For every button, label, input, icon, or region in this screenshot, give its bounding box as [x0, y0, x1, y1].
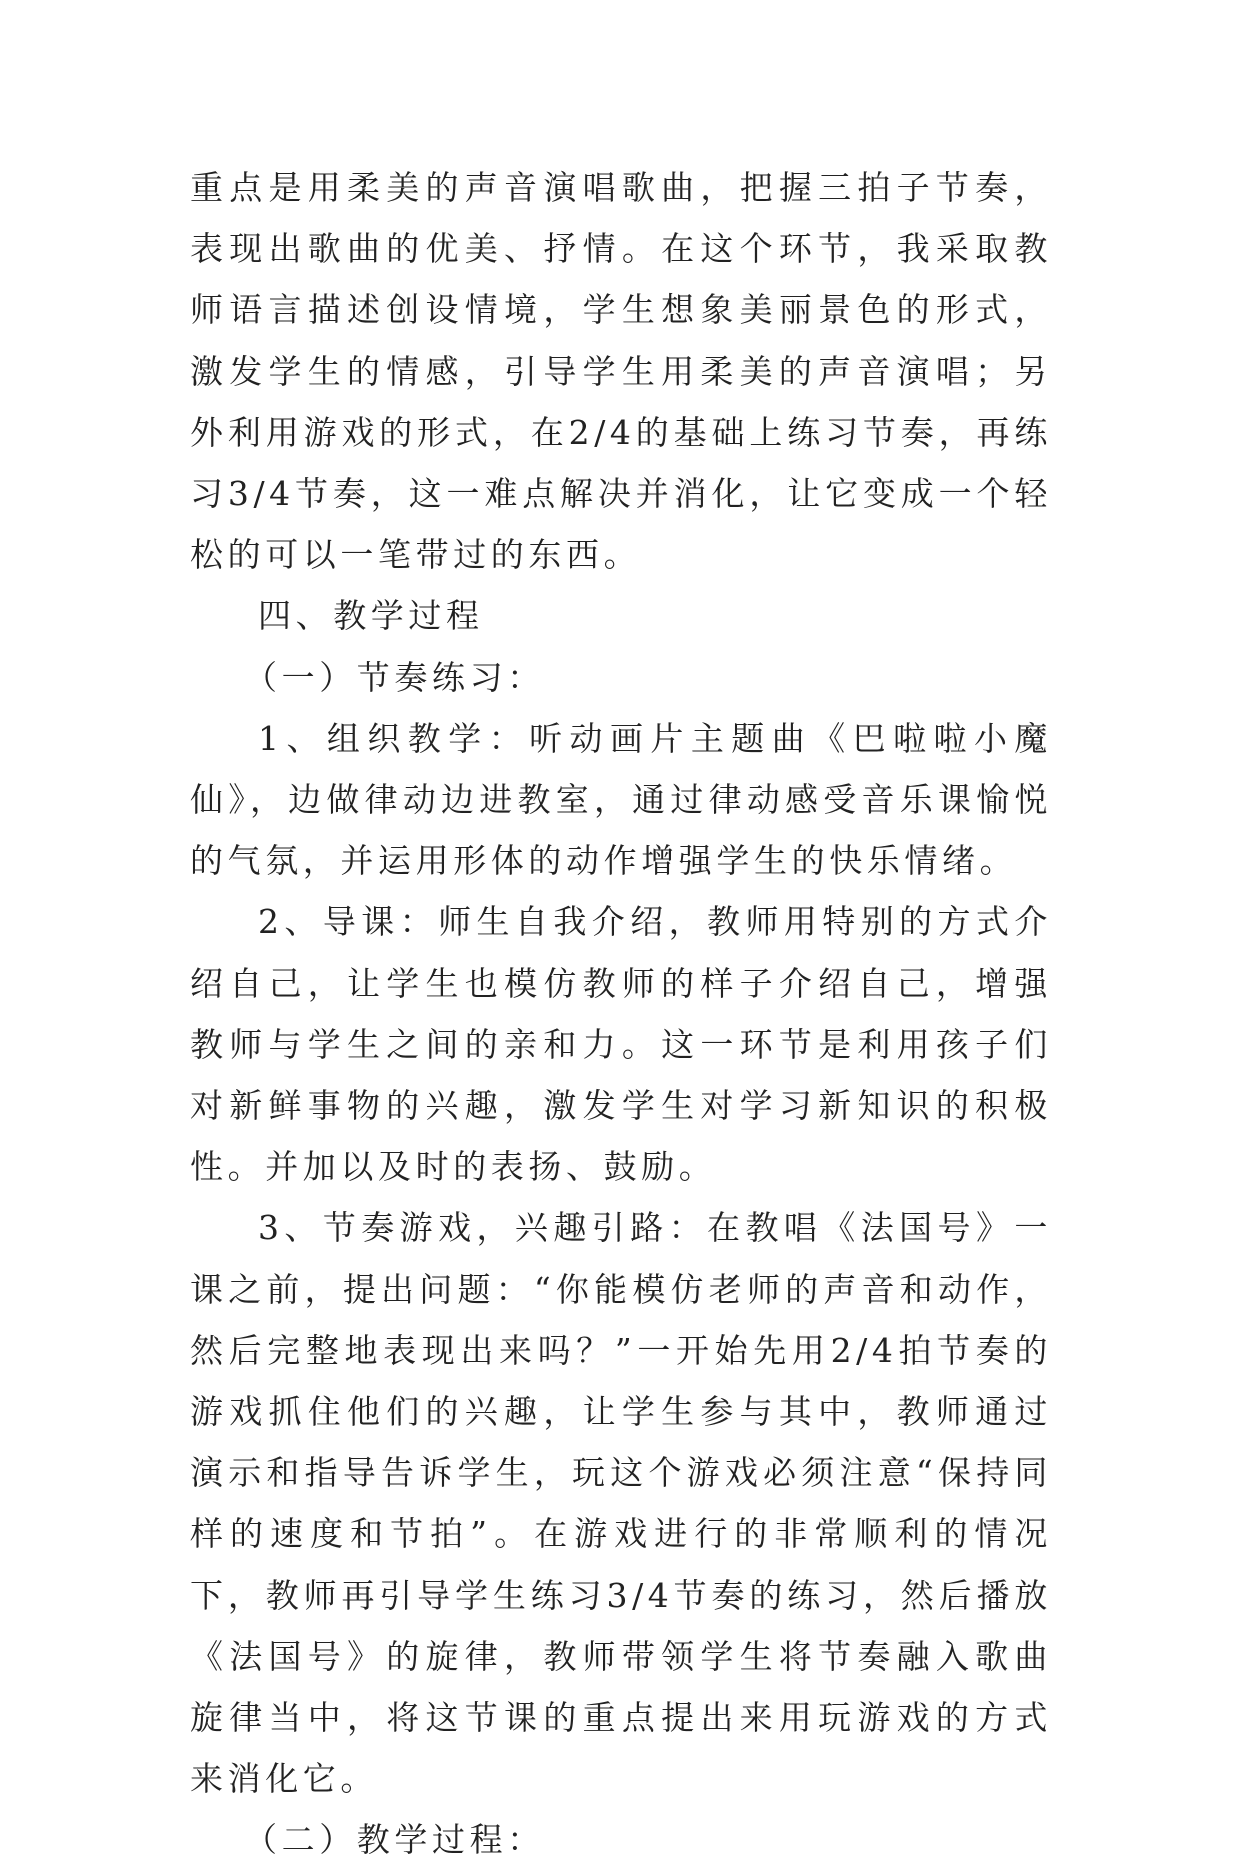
subheading-teaching-process: （二）教学过程： — [244, 1820, 545, 1860]
subheading-rhythm-practice: （一）节奏练习： — [244, 657, 545, 697]
section-heading-teaching-process: 四、教学过程 — [258, 596, 484, 636]
paragraph-item-3: 3、节奏游戏，兴趣引路：在教唱《法国号》一课之前，提出问题：“你能模仿老师的声音和动作，然后完整地表现出来吗？”一开始先用2/4拍节奏的游戏抓住他们的兴趣，让学生参与其中，教师通过演示和指导告诉学生，玩这个游戏必须注意“保持同样的速度和节拍”。在游戏进行的非常顺利的情况下，教师再引导学生练习3/4节奏的练习，然后播放《法国号》的旋律，教师带领学生将节奏融入歌曲旋律当中，将这节课的重点提出来用玩游戏的方式来消化它。 — [190, 1208, 1052, 1799]
paragraph-item-2: 2、导课：师生自我介绍，教师用特别的方式介绍自己，让学生也模仿教师的样子介绍自己，增强教师与学生之间的亲和力。这一环节是利用孩子们对新鲜事物的兴趣，激发学生对学习新知识的积极性。并加以及时的表扬、鼓励。 — [190, 902, 1052, 1187]
paragraph-item-1: 1、组织教学：听动画片主题曲《巴啦啦小魔仙》，边做律动边进教室，通过律动感受音乐课愉悦的气氛，并运用形体的动作增强学生的快乐情绪。 — [190, 718, 1052, 881]
paragraph-intro: 重点是用柔美的声音演唱歌曲，把握三拍子节奏，表现出歌曲的优美、抒情。在这个环节，我采取教师语言描述创设情境，学生想象美丽景色的形式，激发学生的情感，引导学生用柔美的声音演唱；另外利用游戏的形式，在2/4的基础上练习节奏，再练习3/4节奏，这一难点解决并消化，让它变成一个轻松的可以一笔带过的东西。 — [190, 168, 1052, 575]
document-body — [190, 157, 1052, 1871]
